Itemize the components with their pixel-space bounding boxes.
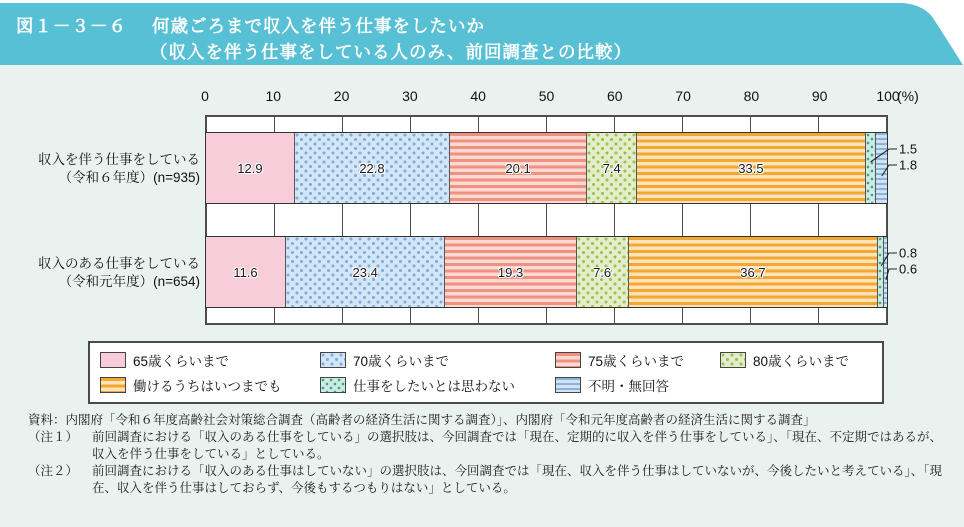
bar-segment-2	[285, 237, 444, 307]
axis-tick: 90	[811, 88, 828, 104]
legend-item	[720, 350, 876, 370]
legend-swatch-3	[555, 352, 581, 368]
segment-value-label: 20.1	[505, 160, 531, 176]
segment-value-label: 11.6	[233, 264, 258, 280]
bar-segment-4	[586, 133, 636, 203]
axis-tick: 10	[265, 88, 282, 104]
figure-number: 図１－３－６	[16, 16, 127, 36]
segment-value-label: 7.6	[593, 264, 612, 280]
note-text: 前回調査における「収入のある仕事をしている」の選択肢は、今回調査では「現在、定期的に収入を伴う仕事をしている」、「現在、不定期ではあるが、収入を伴う仕事をしている」としている。	[92, 430, 943, 461]
bar-segment-4	[576, 237, 628, 307]
row-label	[38, 151, 200, 186]
segment-value-label: 22.8	[359, 160, 385, 176]
bar-segment-7	[883, 237, 887, 307]
row-label-line1: 収入のある仕事をしている	[38, 256, 200, 271]
bar-row	[205, 236, 888, 308]
legend-label: 75歳くらいまで	[588, 353, 685, 369]
page-title: 何歳ごろまで収入を伴う仕事をしたいか	[152, 16, 485, 36]
row-label-line2: （令和元年度）(n=654)	[58, 273, 200, 289]
axis-tick: 100	[876, 88, 900, 104]
legend-item	[100, 350, 320, 370]
legend-swatch-2	[320, 352, 346, 368]
bar-row	[205, 132, 888, 204]
bar-segment-7	[875, 133, 887, 203]
legend-label: 70歳くらいまで	[353, 353, 450, 369]
axis-tick: 0	[201, 88, 209, 104]
segment-value-label: 7.4	[602, 160, 621, 176]
segment-value-label: 33.5	[738, 160, 764, 176]
bar-segment-5	[636, 133, 864, 203]
segment-value-label: 23.4	[352, 264, 378, 280]
legend-label: 65歳くらいまで	[133, 353, 230, 369]
outside-value-label: 0.6	[899, 261, 918, 277]
bar-segment-6	[865, 133, 875, 203]
axis-tick: 20	[333, 88, 350, 104]
bar-segment-1	[206, 133, 294, 203]
legend-swatch-4	[720, 352, 746, 368]
legend-item	[320, 375, 555, 395]
legend-item	[100, 375, 320, 395]
segment-value-label: 36.7	[740, 264, 766, 280]
legend-swatch-1	[100, 352, 126, 368]
legend-label: 80歳くらいまで	[753, 353, 850, 369]
note-text: 内閣府「令和６年度高齢社会対策総合調査（高齢者の経済生活に関する調査）」、内閣府「令和元年度高齢者の経済生活に関する調査」	[65, 413, 816, 427]
note	[28, 463, 946, 497]
legend-item	[555, 350, 720, 370]
row-label-line2: （令和６年度）(n=935)	[58, 169, 200, 185]
axis-tick: 70	[675, 88, 691, 104]
note	[28, 412, 946, 429]
note-text: 前回調査における「収入のある仕事はしていない」の選択肢は、今回調査では「現在、収入を伴う仕事はしていないが、今後したいと考えている」、「現在、収入を伴う仕事はしておらず、今後もするつもりはない」としている。	[92, 464, 943, 495]
bar-segment-3	[444, 237, 575, 307]
axis-tick: 80	[743, 88, 760, 104]
legend-label: 不明・無回答	[588, 379, 669, 395]
footnotes	[28, 412, 946, 497]
note-tag: 資料：	[28, 413, 66, 427]
page-subtitle: （収入を伴う仕事をしている人のみ、前回調査との比較）	[150, 42, 633, 62]
axis-tick: 50	[538, 88, 555, 104]
legend-swatch-6	[320, 377, 346, 393]
row-label	[38, 255, 200, 290]
segment-value-label: 12.9	[237, 160, 263, 176]
axis-tick: 40	[470, 88, 486, 104]
legend-item	[320, 350, 555, 370]
bar-segment-1	[206, 237, 285, 307]
note	[28, 429, 946, 463]
legend-item	[555, 375, 720, 395]
bar-segment-3	[449, 133, 586, 203]
note-tag: （注１）	[28, 430, 79, 444]
segment-value-label: 19.3	[497, 264, 524, 280]
legend	[88, 341, 884, 404]
axis-unit-label: (%)	[897, 88, 919, 104]
legend-swatch-5	[100, 377, 126, 393]
note-tag: （注２）	[28, 464, 79, 478]
legend-swatch-7	[555, 377, 581, 393]
outside-value-label: 1.5	[899, 141, 918, 157]
legend-label: 働けるうちはいつまでも	[133, 379, 282, 395]
bar-segment-2	[294, 133, 449, 203]
row-label-line1: 収入を伴う仕事をしている	[38, 152, 200, 167]
outside-value-label: 0.8	[899, 245, 918, 261]
axis-tick: 60	[607, 88, 623, 104]
bar-segment-5	[628, 237, 878, 307]
outside-value-label: 1.8	[899, 157, 918, 173]
axis-tick: 30	[402, 88, 418, 104]
legend-label: 仕事をしたいとは思わない	[353, 379, 515, 395]
